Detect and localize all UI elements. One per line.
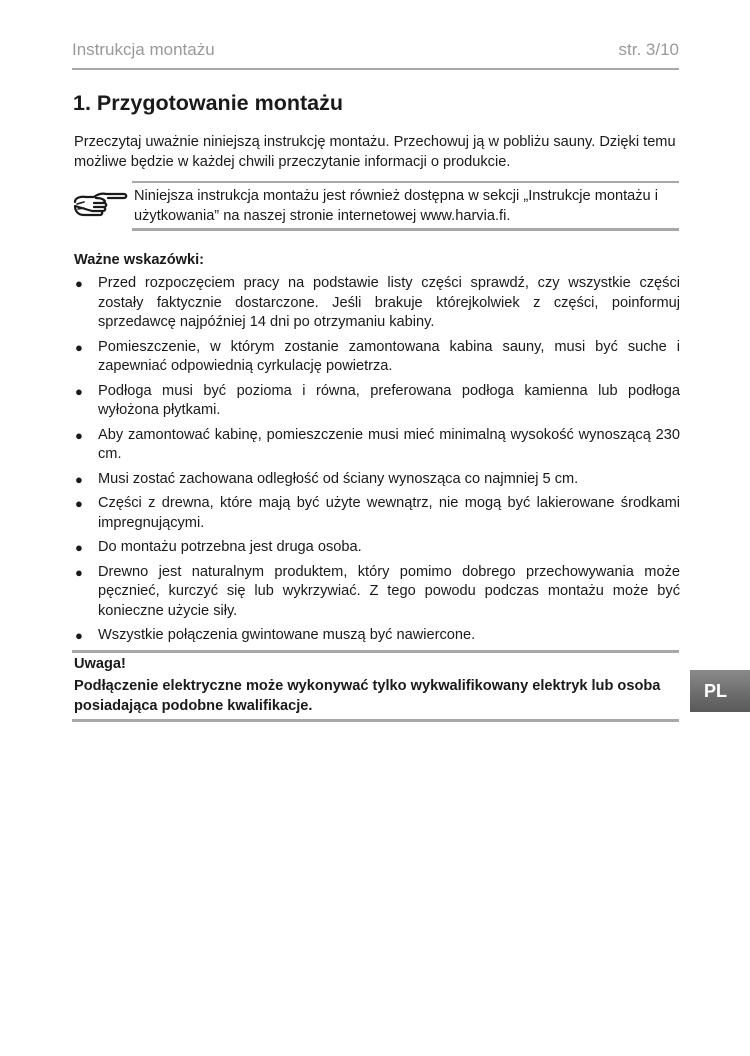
bullet-icon: ● [75, 276, 83, 291]
page-number: str. 3/10 [618, 40, 679, 59]
list-item [74, 494, 680, 533]
language-tab: PL [690, 670, 750, 712]
list-item [74, 274, 680, 333]
warning-title: Uwaga! [74, 656, 126, 672]
note-text: Niniejsza instrukcja montażu jest również dostępna w sekcji „Instrukcje montażu i użytkowania” na naszej stronie internetowej www.harvia.fi. [134, 188, 658, 224]
bullet-icon: ● [75, 628, 83, 643]
list-item-text: Części z drewna, które mają być użyte wewnątrz, nie mogą być lakierowane środkami impregnującymi. [98, 495, 680, 531]
list-item-text: Musi zostać zachowana odległość od ściany wynosząca co najmniej 5 cm. [98, 470, 579, 487]
warning-divider-bottom [72, 719, 679, 722]
list-item [74, 538, 680, 558]
list-item-text: Aby zamontować kabinę, pomieszczenie musi mieć minimalną wysokość wynoszącą 230 cm. [98, 426, 680, 462]
list-item [74, 563, 680, 622]
bullet-icon: ● [75, 471, 83, 487]
bullet-icon: ● [75, 427, 83, 443]
page-header [72, 40, 679, 60]
bullet-icon: ● [75, 339, 83, 355]
list-item-text: Drewno jest naturalnym produktem, który pomimo dobrego przechowywania może pęcznieć, kurczyć się lub wykrzywiać. Z tego powodu podczas montażu może być konieczne użycie siły. [98, 563, 680, 619]
tips-heading: Ważne wskazówki: [74, 252, 205, 268]
list-item [74, 426, 680, 465]
bullet-icon: ● [75, 383, 83, 399]
bullet-icon: ● [75, 540, 83, 555]
list-item [74, 382, 680, 421]
pointing-hand-icon [72, 190, 128, 218]
header-title: Instrukcja montażu [72, 40, 215, 59]
list-item-text: Do montażu potrzebna jest druga osoba. [98, 539, 362, 555]
note-divider-top [132, 181, 679, 183]
bullet-icon: ● [75, 564, 83, 580]
list-item-text: Podłoga musi być pozioma i równa, preferowana podłoga kamienna lub podłoga wyłożona płytkami. [98, 382, 680, 418]
bullet-icon: ● [75, 496, 83, 511]
list-item [74, 470, 680, 490]
tips-list [74, 274, 680, 651]
list-item [74, 626, 680, 646]
warning-divider-top [72, 650, 679, 653]
list-item-text: Wszystkie połączenia gwintowane muszą być nawiercone. [98, 627, 476, 643]
header-divider [72, 68, 679, 70]
section-title: 1. Przygotowanie montażu [73, 91, 343, 115]
intro-paragraph: Przeczytaj uważnie niniejszą instrukcję montażu. Przechowuj ją w pobliżu sauny. Dzięki temu możliwe będzie w każdej chwili przeczytanie informacji o produkcie. [74, 134, 676, 170]
warning-text: Podłączenie elektryczne może wykonywać tylko wykwalifikowany elektryk lub osoba posiadająca podobne kwalifikacje. [74, 678, 661, 714]
note-divider-bottom [132, 228, 679, 231]
list-item-text: Pomieszczenie, w którym zostanie zamontowana kabina sauny, musi być suche i zapewniać odpowiednią cyrkulację powietrza. [98, 338, 680, 374]
list-item [74, 338, 680, 377]
list-item-text: Przed rozpoczęciem pracy na podstawie listy części sprawdź, czy wszystkie części zostały faktycznie dostarczone. Jeśli brakuje którejkolwiek z części, poinformuj sprzedawcę najpóźniej 14 dni po otrzymaniu kabiny. [98, 275, 680, 330]
